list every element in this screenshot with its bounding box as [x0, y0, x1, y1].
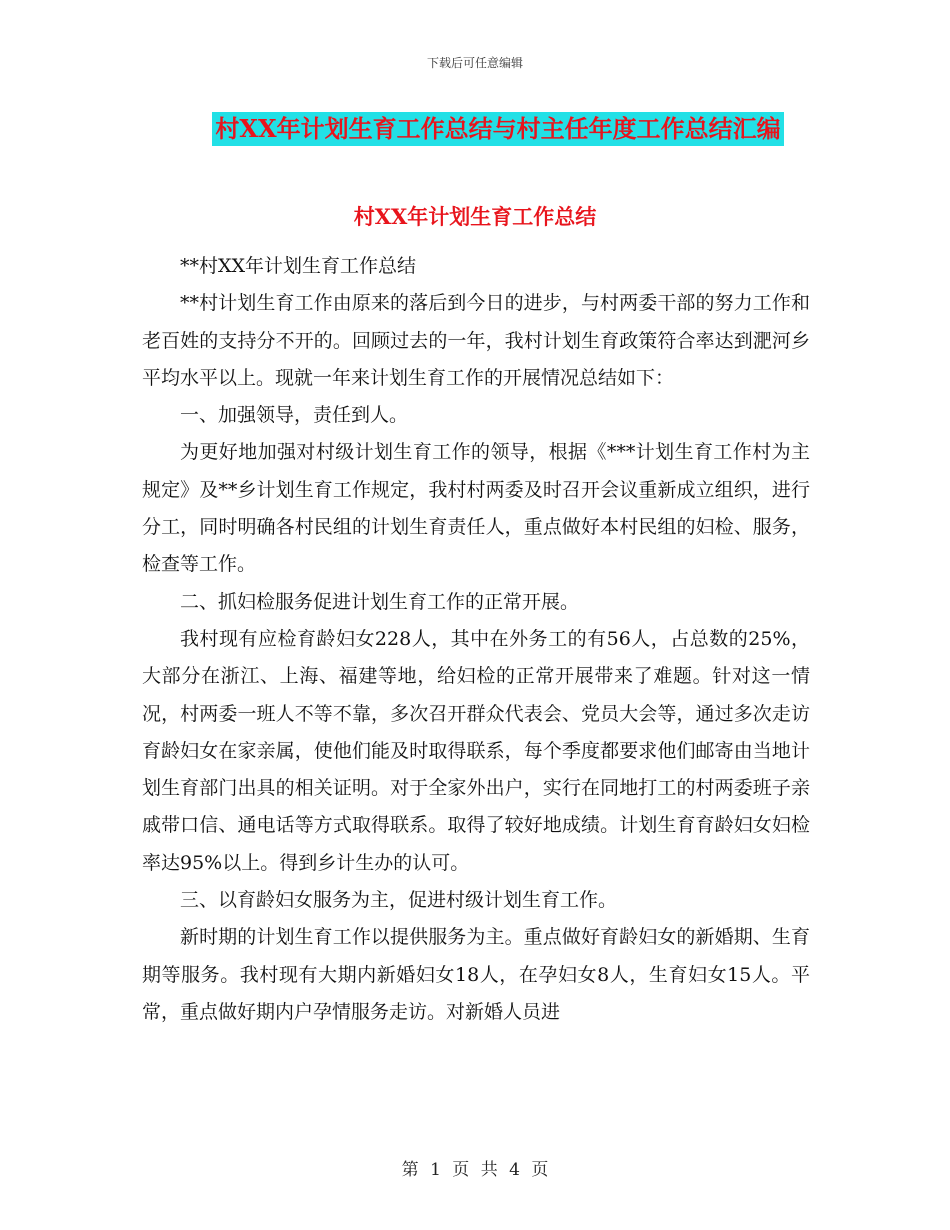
sub-title: 村XX年计划生育工作总结 [353, 204, 597, 229]
paragraph: 新时期的计划生育工作以提供服务为主。重点做好育龄妇女的新婚期、生育期等服务。我村现有大期内新婚妇女18人，在孕妇女8人，生育妇女15人。平常，重点做好期内户孕情服务走访。对新婚人员进 [142, 926, 810, 1023]
paragraph: **村计划生育工作由原来的落后到今日的进步，与村两委干部的努力工作和老百姓的支持分不开的。回顾过去的一年，我村计划生育政策符合率达到淝河乡平均水平以上。现就一年来计划生育工作的开展情况总结如下： [142, 292, 810, 389]
document-body [142, 248, 810, 1031]
paragraph: 我村现有应检育龄妇女228人，其中在外务工的有56人，占总数的25%，大部分在浙江、上海、福建等地，给妇检的正常开展带来了难题。针对这一情况，村两委一班人不等不靠，多次召开群众代表会、党员大会等，通过多次走访育龄妇女在家亲属，使他们能及时取得联系，每个季度都要求他们邮寄由当地计划生育部门出具的相关证明。对于全家外出户，实行在同地打工的村两委班子亲戚带口信、通电话等方式取得联系。取得了较好地成绩。计划生育育龄妇女妇检率达95%以上。得到乡计生办的认可。 [142, 627, 810, 874]
section-heading: 三、以育龄妇女服务为主，促进村级计划生育工作。 [180, 889, 618, 912]
page-footer: 第 1 页 共 4 页 [401, 1160, 549, 1180]
main-title-container [0, 112, 950, 146]
paragraph: **村XX年计划生育工作总结 [180, 255, 417, 277]
section-heading: 二、抓妇检服务促进计划生育工作的正常开展。 [180, 590, 580, 613]
main-title: 村XX年计划生育工作总结与村主任年度工作总结汇编 [212, 112, 783, 146]
header-note: 下载后可任意编辑 [426, 56, 523, 70]
paragraph: 为更好地加强对村级计划生育工作的领导，根据《***计划生育工作村为主规定》及**乡计划生育工作规定，我村村两委及时召开会议重新成立组织，进行分工，同时明确各村民组的计划生育责任人，重点做好本村民组的妇检、服务，检查等工作。 [142, 441, 810, 576]
section-heading: 一、加强领导，责任到人。 [180, 404, 409, 427]
